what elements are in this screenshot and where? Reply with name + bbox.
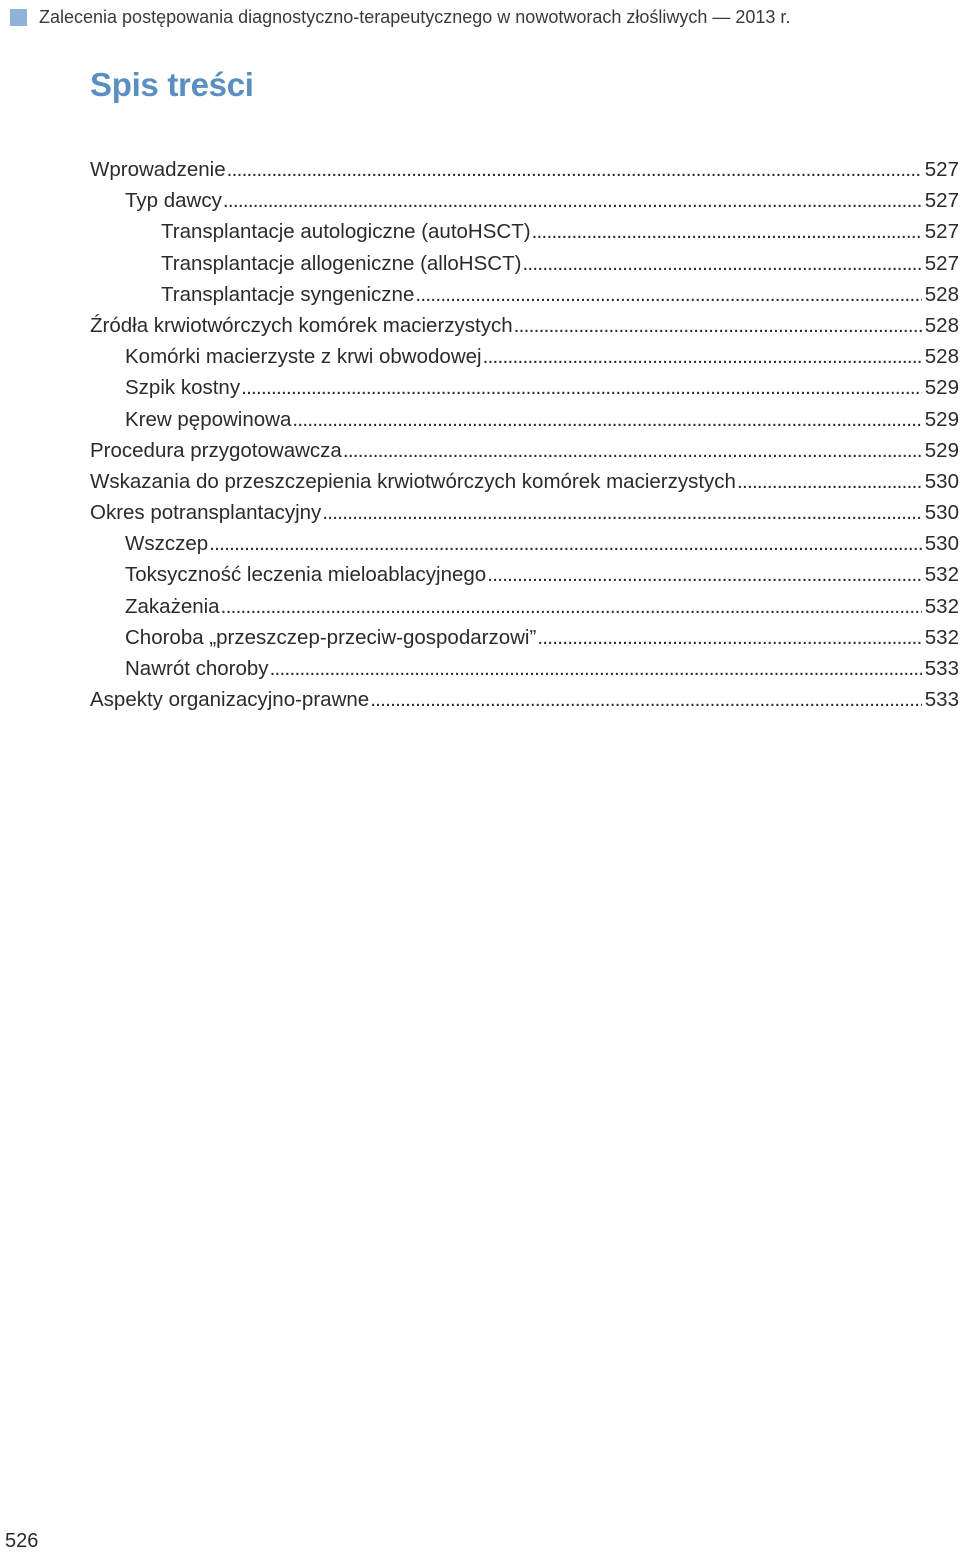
toc-entry-page: 532 <box>924 625 959 649</box>
toc-entry[interactable] <box>90 154 959 185</box>
toc-dot-leader <box>209 528 922 559</box>
toc-entry-page: 527 <box>924 158 959 181</box>
toc-entry[interactable] <box>90 653 959 684</box>
page-title: Spis treści <box>90 66 254 103</box>
toc-entry[interactable] <box>90 591 959 622</box>
toc-entry[interactable] <box>90 185 959 216</box>
toc-entry-page: 532 <box>924 594 959 618</box>
toc-dot-leader <box>737 466 922 497</box>
toc-entry-page: 528 <box>924 313 959 337</box>
toc-dot-leader <box>415 279 921 310</box>
toc-entry-title: Nawrót choroby <box>125 657 269 680</box>
toc-entry-title: Transplantacje syngeniczne <box>161 282 415 306</box>
toc-entry-page: 530 <box>924 501 959 525</box>
toc-entry-title: Zakażenia <box>125 594 220 618</box>
toc-dot-leader <box>487 559 922 590</box>
toc-entry[interactable] <box>90 248 959 279</box>
toc-entry-page: 527 <box>924 251 959 275</box>
toc-entry-title: Transplantacje allogeniczne (alloHSCT) <box>161 251 522 275</box>
toc-entry-page: 533 <box>924 657 959 680</box>
table-of-contents <box>90 154 959 715</box>
toc-entry-title: Transplantacje autologiczne (autoHSCT) <box>161 220 531 244</box>
toc-entry-page: 530 <box>924 532 959 556</box>
toc-dot-leader <box>532 216 922 247</box>
toc-dot-leader <box>292 404 921 435</box>
toc-dot-leader <box>343 435 922 466</box>
toc-entry-page: 529 <box>924 407 959 431</box>
toc-entry[interactable] <box>90 404 959 435</box>
toc-dot-leader <box>270 653 922 684</box>
toc-entry-title: Komórki macierzyste z krwi obwodowej <box>125 345 482 369</box>
toc-entry-title: Źródła krwiotwórczych komórek macierzystych <box>90 313 513 337</box>
toc-dot-leader <box>370 684 922 715</box>
toc-entry[interactable] <box>90 528 959 559</box>
toc-entry-title: Choroba „przeszczep-przeciw-gospodarzowi” <box>125 625 537 649</box>
toc-entry[interactable] <box>90 622 959 653</box>
toc-entry[interactable] <box>90 497 959 528</box>
toc-dot-leader <box>221 591 922 622</box>
toc-dot-leader <box>322 497 921 528</box>
toc-dot-leader <box>537 622 921 653</box>
toc-entry[interactable] <box>90 466 959 497</box>
toc-dot-leader <box>227 154 922 185</box>
running-header <box>10 6 790 28</box>
toc-dot-leader <box>514 310 922 341</box>
header-text: Zalecenia postępowania diagnostyczno-terapeutycznego w nowotworach złośliwych — 2013 r. <box>39 6 791 27</box>
toc-entry[interactable] <box>90 341 959 372</box>
toc-entry-title: Toksyczność leczenia mieloablacyjnego <box>125 563 487 587</box>
toc-entry[interactable] <box>90 559 959 590</box>
toc-entry-title: Aspekty organizacyjno-prawne <box>90 688 370 712</box>
toc-entry-title: Wskazania do przeszczepienia krwiotwórczych komórek macierzystych <box>90 469 736 493</box>
toc-entry-page: 528 <box>924 282 959 306</box>
toc-entry[interactable] <box>90 216 959 247</box>
toc-entry[interactable] <box>90 310 959 341</box>
toc-entry[interactable] <box>90 684 959 715</box>
toc-entry-page: 532 <box>924 563 959 587</box>
toc-entry-title: Typ dawcy <box>125 189 222 213</box>
toc-entry-title: Szpik kostny <box>125 376 241 400</box>
toc-entry-page: 528 <box>924 345 959 369</box>
toc-dot-leader <box>223 185 922 216</box>
toc-entry-title: Wprowadzenie <box>90 158 226 181</box>
toc-entry-page: 533 <box>924 688 959 712</box>
toc-entry[interactable] <box>90 279 959 310</box>
toc-entry-page: 529 <box>924 376 959 400</box>
header-square-icon <box>10 9 27 26</box>
toc-entry-title: Okres potransplantacyjny <box>90 501 322 525</box>
toc-dot-leader <box>483 341 922 372</box>
toc-entry-page: 529 <box>924 438 959 462</box>
toc-entry-title: Wszczep <box>125 532 209 556</box>
toc-entry[interactable] <box>90 372 959 403</box>
toc-entry-page: 530 <box>924 469 959 493</box>
toc-entry-page: 527 <box>924 189 959 213</box>
page-number: 526 <box>5 1530 39 1552</box>
toc-entry-page: 527 <box>924 220 959 244</box>
toc-entry-title: Procedura przygotowawcza <box>90 438 342 462</box>
toc-entry[interactable] <box>90 435 959 466</box>
toc-dot-leader <box>241 372 922 403</box>
toc-dot-leader <box>522 248 921 279</box>
toc-entry-title: Krew pępowinowa <box>125 407 292 431</box>
